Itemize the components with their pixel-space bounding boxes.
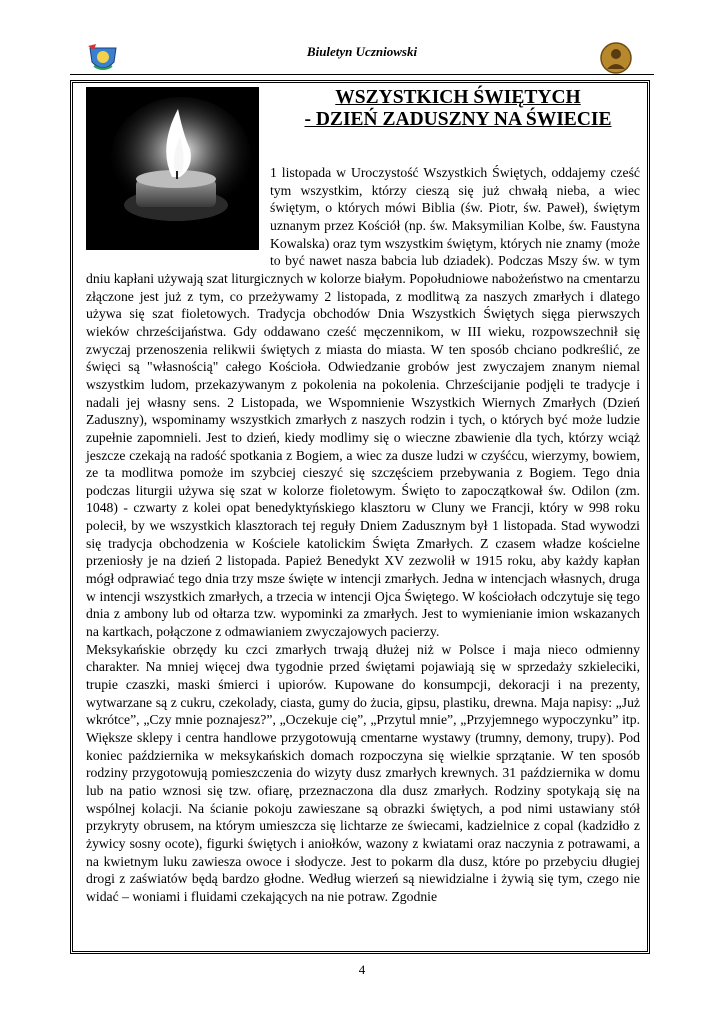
article-paragraph-1: 1 listopada w Uroczystość Wszystkich Świętych, oddajemy cześć tym wszystkim, którzy cieszą się już chwałą nieba, a wiec świętym, o których mówi Biblia (św. Piotr, św. Paweł), świętym uznanym przez Kościół (np. św. Maksymilian Kolbe, św. Faustyna Kowalska) oraz tym wszystkim świętym, których nie znamy (może to być nawet nasza babcia lub dziadek). Podczas Mszy św. w tym dniu kapłani używają szat liturgicznych w kolorze białym. Popołudniowe nabożeństwo na cmentarzu złączone jest już z tym, co przeżywamy 2 listopada, z modlitwą za naszych zmarłych i dlatego używa się szat fioletowych. Tradycja obchodów Dnia Wszystkich Świętych sięga pierwszych wieków chrześcijaństwa. Gdy oddawano cześć męczennikom, w III wieku, rozpowszechnił się zwyczaj przenoszenia relikwii świętych z miasta do miasta. W ten sposób chciano podkreślić, ze święci są "własnością" całego Kościoła. Odwiedzanie grobów jest zwyczajem znanym niemal wszystkim ludom, przekazywanym z pokolenia na pokolenia. Chrześcijanie podjęli te tradycje i nadali jej własny sens. 2 Listopada, we Wspomnienie Wszystkich Wiernych Zmarłych (Dzień Zaduszny), wspominamy wszystkich zmarłych z naszych rodzin i tych, o których być może ludzie zupełnie zapomnieli. Jest to dzień, kiedy modlimy się o wieczne zbawienie dla tych, którzy wciąż jeszcze czekają na radość spotkania z Bogiem, a wiec za dusze ludzi w czyśćcu, wierzymy, bowiem, ze ta modlitwa pomoże im szybciej cieszyć się szczęściem przebywania z Bogiem. Tego dnia podczas liturgii używa się szat w kolorze fioletowym. Święto to zapoczątkował św. Odilon (zm. 1048) - czwarty z kolei opat benedyktyńskiego klasztoru w Cluny we Francji, który w 998 roku polecił, by we wszystkich klasztorach tej reguły Dniem Zadusznym był 1 listopada. Stad wywodzi się tradycja obchodzenia w Kościele katolickim Święta Zmarłych. Z czasem władze kościelne przeniosły je na dzień 2 listopada. Papież Benedykt XV zezwolił w 1915 roku, aby każdy kapłan mógł odprawiać tego dnia trzy msze święte w intencji zmarłych. Jedna w intencjach własnych, druga w intencji wszystkich zmarłych, a trzecia w intencji Ojca Świętego. W kościołach odczytuje się tego dnia z ambony lub od ołtarza tzw. wypominki za zmarłych. Jest to wymienianie imion wskazanych na kartkach, połączone z odmawianiem zwyczajowych pacierzy. <box>86 165 640 640</box>
article-body <box>86 164 640 906</box>
bulletin-title: Biuletyn Uczniowski <box>306 44 418 59</box>
article-paragraph-2: Meksykańskie obrzędy ku czci zmarłych trwają dłużej niż w Polsce i maja nieco odmienny charakter. Na mniej więcej dwa tygodnie przed świętami pojawiają się w sprzedaży szkieleciki, trupie czaszki, maski śmierci i upiorów. Kupowane do konsumpcji, dekoracji i na prezenty, wytwarzane są z cukru, czekolady, ciasta, gumy do żucia, gipsu, plastiku, drewna. Maja napisy: „Już wkrótce”, „Czy mnie poznajesz?”, „Oczekuje cię”, „Przytul mnie”, „Przyjemnego wypoczynku” itp. Większe sklepy i centra handlowe przygotowują cmentarne wystawy (trumny, demony, trupy). Pod koniec października w meksykańskich domach rozpoczyna się wielkie sprzątanie. W ten sposób rodziny przygotowują pomieszczenia do wizyty dusz zmarłych krewnych. 31 października w domu lub na patio wznosi się tzw. ofiarę, przeznaczona dla dusz zmarłych. Rodziny spotykają się na wspólnej kolacji. Na ścianie pokoju zawieszane są obrazki świętych, a pod nimi ustawiany stół przykryty obrusem, na którym umieszcza się lichtarze ze świecami, kadzielnice z copal (kadzidło z żywicy sosny ocote), figurki świętych i aniołków, wazony z kwiatami oraz naczynia z potrawami, a na kwietnym luku zawiesza owoce i słodycze. Jest to pokarm dla dusz, które po przebyciu długiej drogi z zaświatów będą bardzo głodne. Według wierzeń są niewidzialne i żywią się tym, czego nie widać – woniami i fluidami czekających na nie potraw. Zgodnie <box>86 641 640 904</box>
article-title-line1: WSZYSTKICH ŚWIĘTYCH <box>335 87 581 108</box>
page-number: 4 <box>358 962 366 977</box>
article-title-line2: - DZIEŃ ZADUSZNY NA ŚWIECIE <box>304 109 612 130</box>
portrait-medallion-logo <box>600 42 632 74</box>
photo-wrap-spacer <box>86 164 270 268</box>
header-rule <box>70 74 654 75</box>
article-title <box>268 87 648 131</box>
